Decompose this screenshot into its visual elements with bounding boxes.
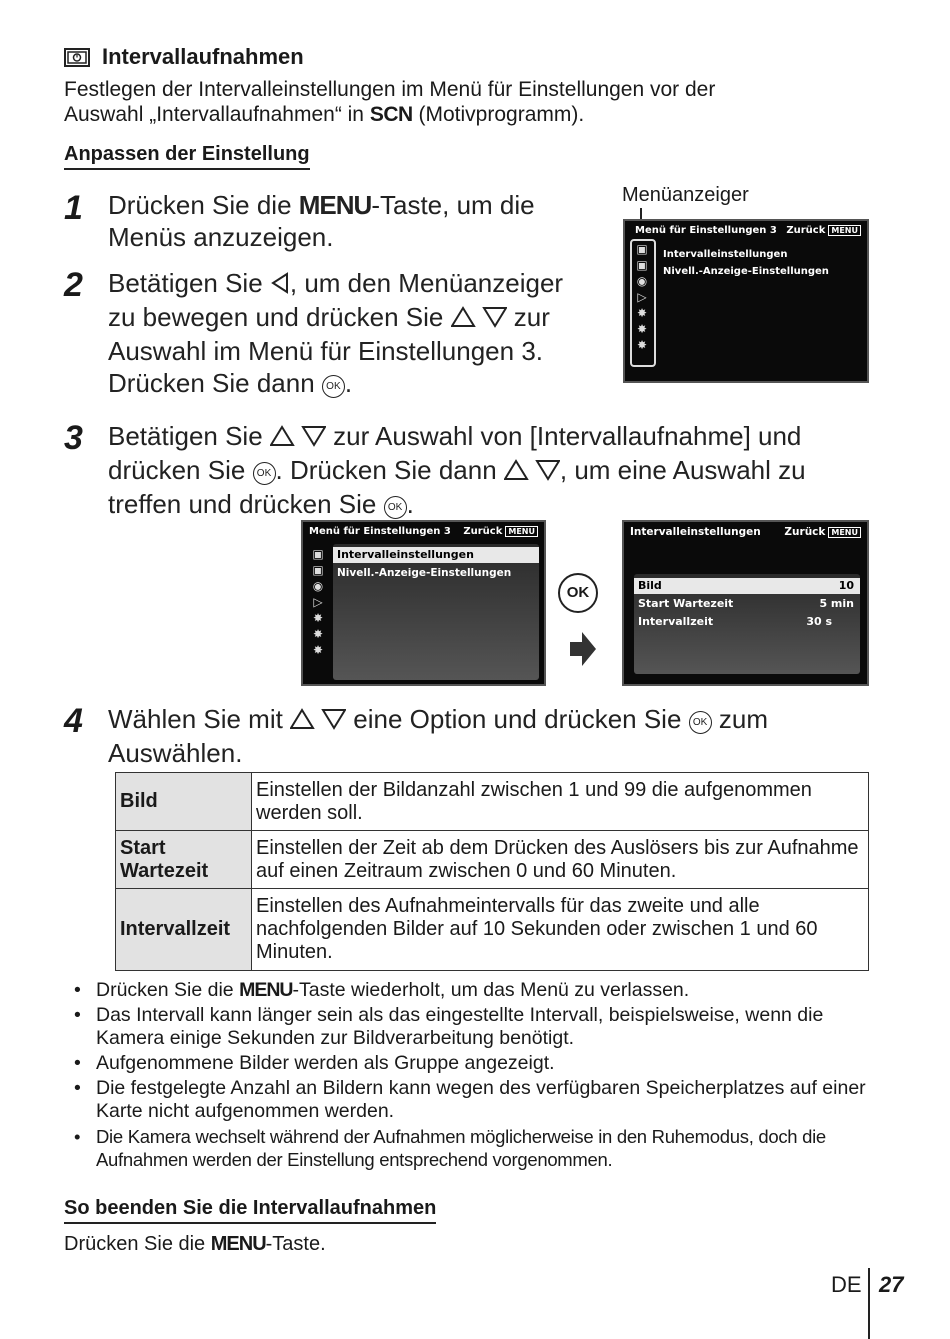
step-2-text: Betätigen Sie , um den Menüanzeiger zu bewegen und drücken Sie zur Auswahl im Menü für Einstellungen 3. Drücken Sie dann OK .	[108, 268, 564, 398]
wrench-icon: ✸	[636, 306, 648, 320]
screen-settings-menu-3-selected	[301, 520, 546, 686]
up-down-arrow-icon	[270, 422, 326, 454]
screen-interval-settings	[622, 520, 869, 686]
step-4-text: Wählen Sie mit eine Option und drücken Sie OK zum Auswählen.	[108, 704, 768, 768]
notes-list	[64, 979, 874, 1173]
option-key: Intervallzeit	[116, 889, 252, 971]
camera-icon: ▣	[312, 563, 324, 577]
list-item: • Drücken Sie die MENU-Taste wiederholt, um das Menü zu verlassen.	[64, 979, 874, 1002]
end-text: Drücken Sie die MENU-Taste.	[64, 1233, 326, 1255]
section-title: Intervallaufnahmen	[102, 44, 304, 69]
playback-icon: ▷	[637, 290, 647, 304]
screen-item: Intervalleinstellungen	[663, 249, 788, 260]
option-key: Bild	[116, 773, 252, 831]
ok-button-icon: OK	[253, 462, 276, 485]
subhead-adjust: Anpassen der Einstellung	[64, 143, 310, 170]
list-item: • Aufgenommene Bilder werden als Gruppe angezeigt.	[64, 1052, 874, 1075]
setting-row: Intervallzeit 30 s	[638, 615, 832, 628]
section-header	[64, 44, 304, 70]
step-2-number: 2	[64, 266, 83, 304]
left-arrow-icon	[270, 269, 290, 301]
playback-icon: ▷	[313, 595, 323, 609]
screen-settings-panel	[634, 574, 860, 674]
ok-button-icon: OK	[384, 496, 407, 519]
camera-icon: ▣	[312, 547, 324, 561]
menu-tab-icons	[633, 241, 651, 353]
step-3-text: Betätigen Sie zur Auswahl von [Intervallaufnahme] und drücken Sie OK . Drücken Sie dann , um eine Auswahl zu treffen und drücken Sie OK .	[108, 421, 806, 519]
screen-list-panel	[333, 544, 539, 680]
movie-icon: ◉	[312, 579, 324, 593]
screen-settings-menu-3	[623, 219, 869, 383]
ok-button-icon: OK	[322, 375, 345, 398]
movie-icon: ◉	[636, 274, 648, 288]
screen-title-bar: Intervalleinstellungen Zurück MENU	[630, 526, 861, 538]
screen-title-bar: Menü für Einstellungen 3 Zurück MENU	[631, 225, 861, 236]
ok-circle-icon: OK	[558, 573, 598, 613]
wrench-icon: ✸	[312, 611, 324, 625]
step-1-text: Drücken Sie die MENU-Taste, um die Menüs anzuzeigen.	[108, 190, 535, 252]
footer-lang: DE	[831, 1272, 862, 1297]
footer-divider	[868, 1268, 870, 1339]
screen-item-selected: Intervalleinstellungen	[333, 547, 539, 563]
step-4-number: 4	[64, 702, 83, 740]
list-item: • Das Intervall kann länger sein als das eingestellte Intervall, beispielsweise, wenn die Kamera einige Sekunden zur Bildverarbeitung benötigt.	[64, 1004, 874, 1050]
right-arrow-icon	[570, 632, 596, 671]
screen-title-bar: Menü für Einstellungen 3 Zurück MENU	[309, 526, 538, 537]
menu-tab-icons	[309, 546, 327, 658]
up-down-arrow-icon	[504, 456, 560, 488]
step-3-number: 3	[64, 419, 83, 457]
scn-label: SCN	[369, 103, 413, 126]
screen-item: Nivell.-Anzeige-Einstellungen	[663, 266, 829, 277]
table-row	[116, 831, 869, 889]
option-desc: Einstellen der Zeit ab dem Drücken des Auslösers bis zur Aufnahme auf einen Zeitraum zwischen 0 und 60 Minuten.	[252, 831, 869, 889]
list-item: • Die Kamera wechselt während der Aufnahmen möglicherweise in den Ruhemodus, doch die Aufnahmen werden der Einstellung entsprechend vorgenommen.	[64, 1125, 874, 1171]
menu-button-label: MENU	[298, 190, 372, 220]
table-row	[116, 773, 869, 831]
menu-indicator-label: Menüanzeiger	[622, 184, 749, 206]
intro-text: Festlegen der Intervalleinstellungen im Menü für Einstellungen vor der Auswahl „Intervallaufnahmen“ in SCN (Motivprogramm).	[64, 78, 716, 126]
option-desc: Einstellen des Aufnahmeintervalls für das zweite und alle nachfolgenden Bilder auf 10 Sekunden oder zwischen 1 und 60 Minuten.	[252, 889, 869, 971]
subhead-end: So beenden Sie die Intervallaufnahmen	[64, 1197, 436, 1224]
interval-mode-icon	[64, 48, 90, 67]
wrench-icon: ✸	[312, 627, 324, 641]
wrench-icon: ✸	[636, 322, 648, 336]
option-desc: Einstellen der Bildanzahl zwischen 1 und 99 die aufgenommen werden soll.	[252, 773, 869, 831]
wrench-icon: ✸	[636, 338, 648, 352]
menu-button-label: MENU	[239, 979, 293, 1001]
menu-button-label: MENU	[210, 1233, 266, 1255]
up-down-arrow-icon	[290, 705, 346, 737]
setting-row-selected: Bild 10	[634, 578, 860, 594]
table-row	[116, 889, 869, 971]
screen-item: Nivell.-Anzeige-Einstellungen	[337, 567, 512, 579]
list-item: • Die festgelegte Anzahl an Bildern kann wegen des verfügbaren Speicherplatzes auf einer Karte nicht aufgenommen werden.	[64, 1077, 874, 1123]
setting-row: Start Wartezeit 5 min	[638, 597, 854, 610]
options-table	[115, 772, 869, 971]
page-number: 27	[879, 1272, 904, 1297]
up-down-arrow-icon	[451, 303, 507, 335]
option-key: Start Wartezeit	[116, 831, 252, 889]
ok-button-icon: OK	[689, 711, 712, 734]
step-1-number: 1	[64, 189, 83, 227]
camera-icon: ▣	[636, 258, 648, 272]
camera-icon: ▣	[636, 242, 648, 256]
wrench-icon: ✸	[312, 643, 324, 657]
